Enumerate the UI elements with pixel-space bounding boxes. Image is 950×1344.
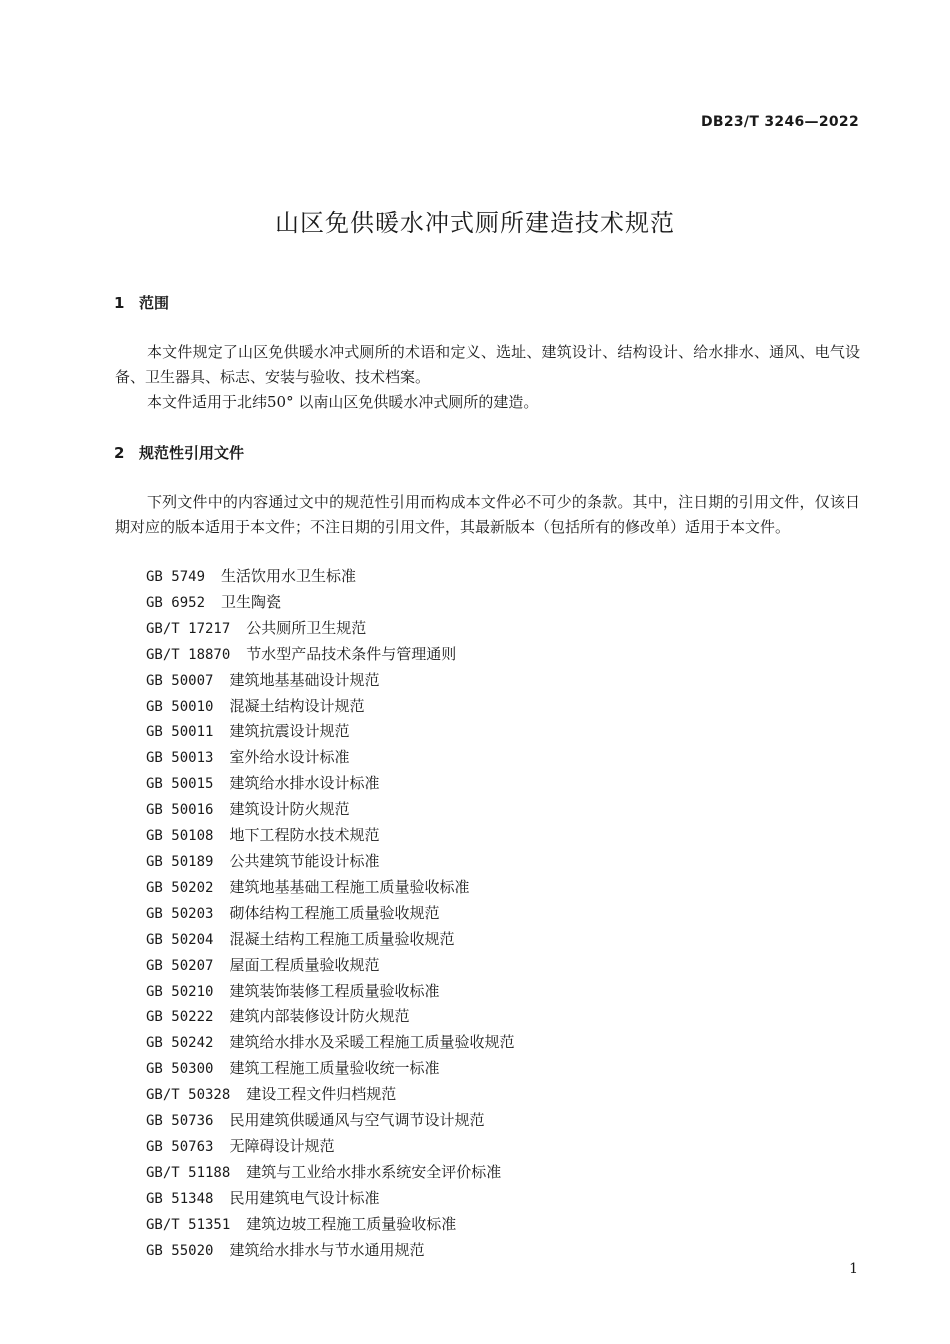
section-number: 1 <box>114 294 125 312</box>
reference-item <box>146 564 514 590</box>
reference-name: 公共厕所卫生规范 <box>246 618 367 637</box>
reference-name: 节水型产品技术条件与管理通则 <box>246 644 457 663</box>
reference-item <box>146 642 514 668</box>
reference-name: 建筑给水排水设计标准 <box>229 774 380 793</box>
reference-item <box>146 668 514 694</box>
reference-code: GB/T 51351 <box>146 1216 231 1233</box>
reference-item <box>146 979 514 1005</box>
reference-list <box>146 564 514 1263</box>
reference-item <box>146 1238 514 1264</box>
reference-name: 屋面工程质量验收规范 <box>229 955 380 974</box>
reference-code: GB 50736 <box>146 1113 214 1130</box>
reference-name: 民用建筑供暖通风与空气调节设计规范 <box>229 1111 485 1130</box>
reference-name: 建筑地基基础工程施工质量验收标准 <box>229 877 470 896</box>
reference-name: 建筑给水排水及采暖工程施工质量验收规范 <box>229 1033 515 1052</box>
reference-code: GB 50108 <box>146 828 214 845</box>
reference-item <box>146 1030 514 1056</box>
section-heading-normative-references <box>114 442 244 463</box>
reference-code: GB 50763 <box>146 1138 214 1155</box>
reference-name: 混凝土结构设计规范 <box>229 696 365 715</box>
reference-code: GB 50207 <box>146 957 214 974</box>
reference-item <box>146 1212 514 1238</box>
reference-name: 建筑设计防火规范 <box>229 800 350 819</box>
reference-name: 建筑与工业给水排水系统安全评价标准 <box>246 1162 502 1181</box>
reference-name: 建筑边坡工程施工质量验收标准 <box>246 1214 457 1233</box>
reference-name: 公共建筑节能设计标准 <box>229 851 380 870</box>
reference-item <box>146 1004 514 1030</box>
scope-paragraph-2: 本文件适用于北纬50° 以南山区免供暖水冲式厕所的建造。 <box>147 393 539 411</box>
section-title: 规范性引用文件 <box>139 444 245 462</box>
reference-name: 生活饮用水卫生标准 <box>221 567 357 585</box>
reference-item <box>146 694 514 720</box>
reference-name: 无障碍设计规范 <box>229 1136 335 1155</box>
reference-code: GB 50203 <box>146 905 214 922</box>
reference-code: GB 50242 <box>146 1035 214 1052</box>
reference-code: GB 50013 <box>146 750 214 767</box>
reference-code: GB 55020 <box>146 1242 214 1259</box>
scope-paragraph-1: 本文件规定了山区免供暖水冲式厕所的术语和定义、选址、建筑设计、结构设计、给水排水、通风、电气设备、卫生器具、标志、安装与验收、技术档案。 <box>115 343 860 386</box>
reference-item <box>146 797 514 823</box>
reference-code: GB 50007 <box>146 672 214 689</box>
reference-item <box>146 1108 514 1134</box>
reference-name: 建筑给水排水与节水通用规范 <box>229 1240 425 1259</box>
reference-item <box>146 849 514 875</box>
reference-item <box>146 1186 514 1212</box>
reference-item <box>146 1160 514 1186</box>
reference-code: GB 50011 <box>146 724 214 741</box>
reference-name: 室外给水设计标准 <box>229 748 350 767</box>
reference-item <box>146 823 514 849</box>
reference-item <box>146 719 514 745</box>
reference-code: GB 50204 <box>146 931 214 948</box>
reference-code: GB 5749 <box>146 569 206 585</box>
reference-name: 卫生陶瓷 <box>221 592 282 611</box>
reference-item <box>146 875 514 901</box>
document-code: DB23/T 3246—2022 <box>700 114 859 130</box>
reference-item <box>146 927 514 953</box>
reference-name: 砌体结构工程施工质量验收规范 <box>229 903 440 922</box>
reference-code: GB/T 50328 <box>146 1087 231 1104</box>
reference-code: GB/T 17217 <box>146 620 231 637</box>
reference-name: 建筑内部装修设计防火规范 <box>229 1007 410 1026</box>
reference-code: GB 51348 <box>146 1190 214 1207</box>
reference-item <box>146 1082 514 1108</box>
reference-code: GB 50300 <box>146 1061 214 1078</box>
section-heading-scope <box>114 292 169 313</box>
reference-item <box>146 953 514 979</box>
reference-code: GB 50210 <box>146 983 214 1000</box>
page-number: 1 <box>849 1261 858 1277</box>
section-number: 2 <box>114 444 125 462</box>
reference-item <box>146 1056 514 1082</box>
reference-name: 建筑抗震设计规范 <box>229 722 350 741</box>
reference-item <box>146 771 514 797</box>
document-title: 山区免供暖水冲式厕所建造技术规范 <box>275 209 675 237</box>
reference-name: 地下工程防水技术规范 <box>229 826 380 845</box>
reference-item <box>146 901 514 927</box>
reference-code: GB 6952 <box>146 594 206 611</box>
reference-code: GB 50015 <box>146 776 214 793</box>
reference-name: 建筑工程施工质量验收统一标准 <box>229 1059 440 1078</box>
reference-name: 建设工程文件归档规范 <box>246 1085 397 1104</box>
reference-name: 民用建筑电气设计标准 <box>229 1188 380 1207</box>
section-title: 范围 <box>139 294 170 312</box>
reference-item <box>146 590 514 616</box>
reference-code: GB 50016 <box>146 802 214 819</box>
reference-code: GB/T 51188 <box>146 1164 231 1181</box>
reference-code: GB 50202 <box>146 879 214 896</box>
reference-code: GB 50189 <box>146 853 214 870</box>
reference-item <box>146 745 514 771</box>
reference-name: 建筑装饰装修工程质量验收标准 <box>229 981 440 1000</box>
references-intro-paragraph: 下列文件中的内容通过文中的规范性引用而构成本文件必不可少的条款。其中，注日期的引用文件，仅该日期对应的版本适用于本文件；不注日期的引用文件，其最新版本（包括所有的修改单）适用于本文件。 <box>115 493 860 536</box>
reference-code: GB 50222 <box>146 1009 214 1026</box>
reference-name: 混凝土结构工程施工质量验收规范 <box>229 929 455 948</box>
reference-name: 建筑地基基础设计规范 <box>229 670 380 689</box>
reference-code: GB 50010 <box>146 698 214 715</box>
reference-item <box>146 1134 514 1160</box>
reference-code: GB/T 18870 <box>146 646 231 663</box>
reference-item <box>146 616 514 642</box>
